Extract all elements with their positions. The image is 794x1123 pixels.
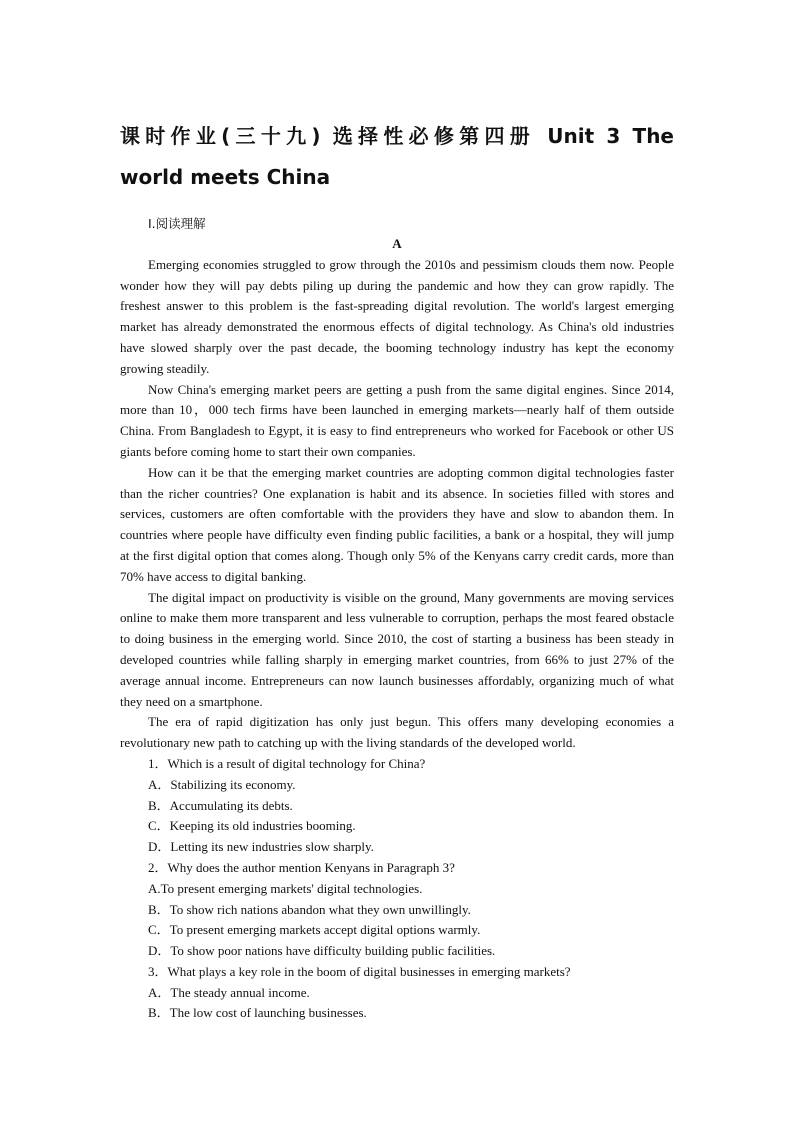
passage-paragraph-4: The digital impact on productivity is visible on the ground, Many governments are moving services online to make them more transparent and less vulnerable to corruption, perhaps the most feared obstacle to doing business in the emerging world. Since 2010, the cost of starting a business has been steady in developed countries while falling sharply in emerging market countries, from 66% to just 27% of the average annual income. Entrepreneurs can now launch businesses affordably, organizing much of what they need on a smartphone. (120, 589, 674, 709)
passage-label: A (392, 236, 402, 251)
option-a: A．Stabilizing its economy. (148, 776, 296, 792)
option-a: A.To present emerging markets' digital technologies. (148, 880, 423, 896)
question-stem: 2．Why does the author mention Kenyans in Paragraph 3? (148, 859, 455, 875)
passage-paragraph-2: Now China's emerging market peers are getting a push from the same digital engines. Since 2014, more than 10，000 tech firms have been launched in emerging markets—nearly half of them outside China. From Bangladesh to Egypt, it is easy to find entrepreneurs who worked for Facebook or other US giants before coming home to start their own companies. (120, 381, 674, 459)
passage-paragraph-3: How can it be that the emerging market countries are adopting common digital technologies faster than the richer countries? One explanation is habit and its absence. In societies filled with stores and services, customers are often comfortable with the providers they have and slow to abandon them. In countries where people have difficulty even finding public facilities, a bank or a hospital, they will jump at the first digital option that comes along. Though only 5% of the Kenyans carry credit cards, more than 70% have access to digital banking. (120, 464, 674, 584)
option-c: C．Keeping its old industries booming. (148, 818, 356, 834)
passage-paragraph-1: Emerging economies struggled to grow through the 2010s and pessimism clouds them now. People wonder how they will pay debts piling up during the pandemic and how they can grow rapidly. The freshest answer to this problem is the fast-spreading digital revolution. The world's largest emerging market has already demonstrated the enormous effects of digital technology. As China's old industries have slowed sharply over the past decade, the booming technology industry has kept the economy growing steadily. (120, 256, 674, 376)
title-line-2: world meets China (120, 165, 331, 189)
question-2 (120, 858, 674, 962)
question-1 (120, 754, 674, 858)
passage-paragraph-5: The era of rapid digitization has only just begun. This offers many developing economies a revolutionary new path to catching up with the living standards of the developed world. (120, 714, 674, 751)
title-line-1: 课时作业(三十九) 选择性必修第四册 Unit 3 The (120, 124, 674, 148)
question-stem: 3．What plays a key role in the boom of digital businesses in emerging markets? (148, 963, 571, 979)
option-c: C．To present emerging markets accept digital options warmly. (148, 922, 481, 938)
option-d: D．Letting its new industries slow sharply. (148, 839, 374, 855)
option-b: B．The low cost of launching businesses. (148, 1005, 367, 1021)
question-3 (120, 962, 674, 1024)
page-title (120, 116, 674, 198)
option-b: B．To show rich nations abandon what they own unwillingly. (148, 901, 471, 917)
option-d: D．To show poor nations have difficulty building public facilities. (148, 943, 496, 959)
question-stem: 1．Which is a result of digital technology for China? (148, 755, 426, 771)
question-list (120, 754, 674, 1024)
option-a: A．The steady annual income. (148, 984, 310, 1000)
document-body (120, 234, 674, 1024)
option-b: B．Accumulating its debts. (148, 797, 293, 813)
section-heading: Ⅰ.阅读理解 (148, 216, 206, 231)
